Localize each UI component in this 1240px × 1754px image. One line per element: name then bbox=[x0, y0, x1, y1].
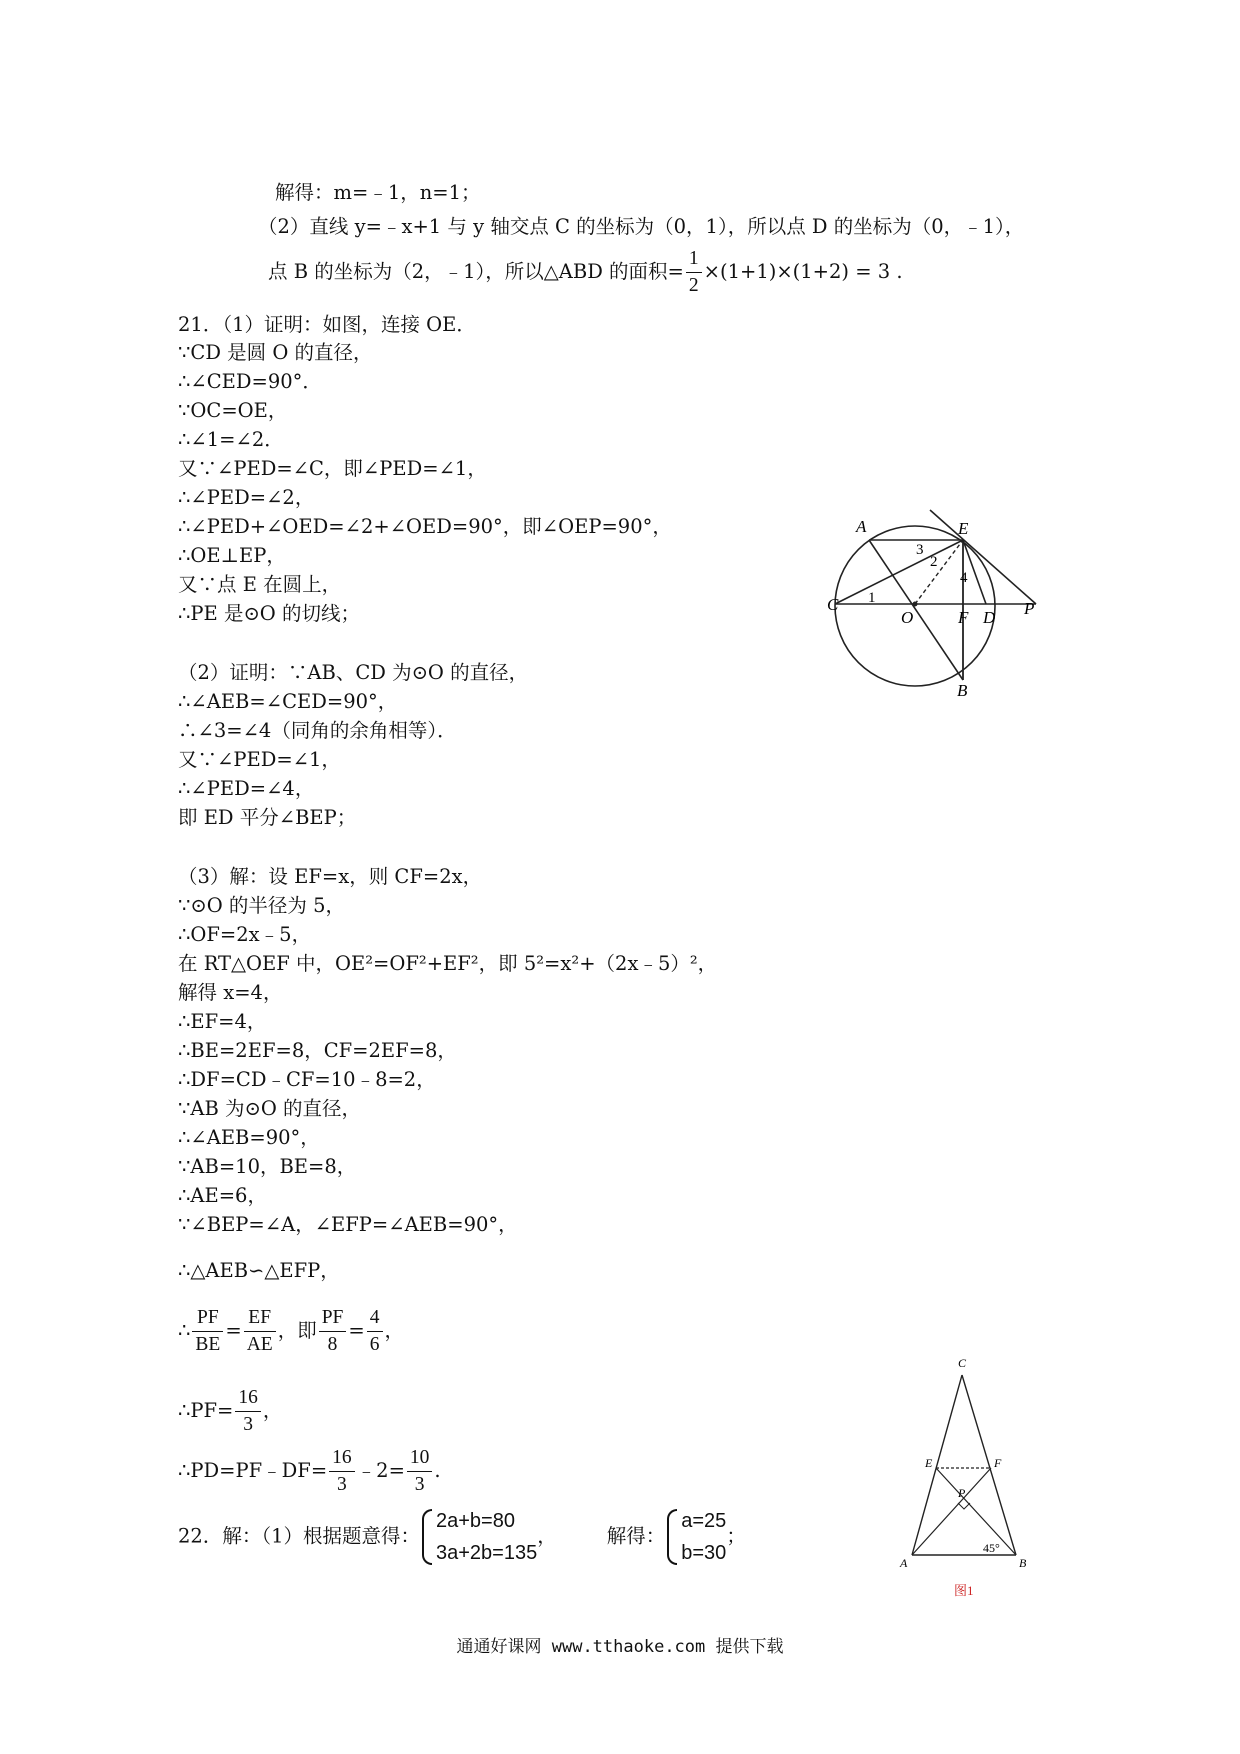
text-line: 即 ED 平分∠BEP； bbox=[178, 806, 357, 829]
text-segment: 22．解：（1）根据题意得： bbox=[178, 1524, 420, 1548]
equation-system bbox=[420, 1505, 537, 1569]
fraction-numerator: 10 bbox=[407, 1445, 433, 1472]
q22-line bbox=[178, 1505, 746, 1569]
circle-tangent-figure bbox=[800, 500, 1070, 700]
text-line: ∴OF=2x﹣5， bbox=[178, 923, 312, 946]
text-line: （2）证明：∵AB、CD 为⊙O 的直径， bbox=[178, 661, 529, 684]
text-line: ∴OE⊥EP， bbox=[178, 544, 286, 567]
label-b: B bbox=[957, 681, 968, 700]
label-e: E bbox=[925, 1456, 933, 1470]
line-ab bbox=[869, 540, 963, 680]
text-segment: ，即 bbox=[277, 1319, 317, 1342]
text-line: ∴EF=4， bbox=[178, 1010, 267, 1033]
fraction bbox=[367, 1305, 383, 1358]
angle-label-4: 4 bbox=[960, 570, 968, 586]
text-line: 又∵点 E 在圆上， bbox=[178, 573, 342, 596]
label-a: A bbox=[856, 517, 867, 536]
text-line: ∴∠CED=90°． bbox=[178, 370, 322, 393]
label-f: F bbox=[994, 1456, 1002, 1470]
text-line: （2）直线 y=﹣x+1 与 y 轴交点 C 的坐标为（0，1），所以点 D 的坐标为（0，﹣1）， bbox=[258, 215, 1025, 238]
fraction bbox=[686, 246, 702, 299]
fraction-numerator: 16 bbox=[329, 1445, 355, 1472]
label-b: B bbox=[1019, 1556, 1027, 1570]
text-segment: 点 B 的坐标为（2，﹣1），所以△ABD 的面积= bbox=[268, 260, 684, 283]
center-dot bbox=[913, 602, 918, 607]
angle-45: 45° bbox=[983, 1541, 1000, 1555]
text-line: 又∵∠PED=∠C，即∠PED=∠1， bbox=[178, 457, 487, 480]
text-segment: 解得： bbox=[606, 1524, 666, 1548]
equation: 3a+2b=135 bbox=[435, 1542, 538, 1564]
text-line: ∴DF=CD﹣CF=10﹣8=2， bbox=[178, 1068, 436, 1091]
fraction-denominator: AE bbox=[246, 1334, 273, 1355]
text-segment: = bbox=[225, 1319, 242, 1342]
fraction-denominator: 2 bbox=[688, 275, 699, 296]
tangent-line-pe bbox=[930, 510, 1036, 604]
text-segment: ﹣2= bbox=[356, 1459, 405, 1482]
fraction-numerator: EF bbox=[244, 1305, 276, 1332]
label-f: F bbox=[958, 608, 969, 627]
text-line: ∵OC=OE， bbox=[178, 399, 288, 422]
fraction bbox=[192, 1305, 223, 1358]
side-cb bbox=[962, 1375, 1016, 1555]
text-line: ∴∠PED=∠4， bbox=[178, 777, 315, 800]
text-segment: ， bbox=[262, 1399, 283, 1422]
fraction-denominator: 3 bbox=[243, 1414, 254, 1435]
equation: b=30 bbox=[681, 1542, 727, 1564]
text-line: 又∵∠PED=∠1， bbox=[178, 748, 341, 771]
label-e: E bbox=[958, 519, 969, 538]
fraction-numerator: PF bbox=[192, 1305, 223, 1332]
fraction bbox=[244, 1305, 276, 1358]
page-footer: 通通好课网 www.tthaoke.com 提供下载 bbox=[456, 1637, 784, 1657]
equation: 2a+b=80 bbox=[435, 1510, 515, 1532]
text-segment: ∴ bbox=[178, 1319, 191, 1342]
angle-label-1: 1 bbox=[868, 590, 876, 606]
label-o: O bbox=[901, 608, 914, 627]
text-segment: ∴PD=PF﹣DF= bbox=[178, 1459, 328, 1482]
triangle-figure bbox=[870, 1355, 1050, 1600]
fraction-denominator: 8 bbox=[327, 1334, 338, 1355]
angle-label-3: 3 bbox=[916, 542, 924, 558]
text-segment: = bbox=[348, 1319, 365, 1342]
text-line: ∴PE 是⊙O 的切线； bbox=[178, 602, 360, 625]
text-line: ∴∠1=∠2． bbox=[178, 428, 284, 451]
angle-label-2: 2 bbox=[930, 554, 938, 570]
fraction bbox=[407, 1445, 433, 1498]
text-segment: . bbox=[434, 1459, 441, 1482]
text-line: ∴∠3=∠4（同角的余角相等）． bbox=[178, 719, 457, 742]
text-line: 解得 x=4， bbox=[178, 981, 283, 1004]
fraction bbox=[235, 1385, 261, 1438]
pf-line bbox=[178, 1385, 282, 1438]
fraction-denominator: BE bbox=[195, 1334, 221, 1355]
fraction-numerator: 4 bbox=[367, 1305, 383, 1332]
line-be bbox=[936, 1468, 1016, 1555]
fraction bbox=[329, 1445, 355, 1498]
text-line: ∵⊙O 的半径为 5， bbox=[178, 894, 346, 917]
fraction-numerator: 16 bbox=[235, 1385, 261, 1412]
text-segment: ， bbox=[537, 1524, 557, 1548]
text-line: 21．（1）证明：如图，连接 OE． bbox=[178, 313, 476, 336]
text-line: ∴AE=6， bbox=[178, 1184, 267, 1207]
ratio-line bbox=[178, 1305, 404, 1358]
figure-caption: 图1 bbox=[954, 1583, 974, 1598]
text-segment: ×(1+1)×(1+2) = 3 . bbox=[703, 260, 903, 283]
label-p: P bbox=[1024, 599, 1035, 618]
label-c: C bbox=[827, 595, 839, 614]
fraction-denominator: 3 bbox=[414, 1474, 425, 1495]
text-line: ∵CD 是圆 O 的直径， bbox=[178, 341, 373, 364]
label-p: P bbox=[958, 1486, 966, 1500]
text-segment: ， bbox=[384, 1319, 405, 1342]
fraction-numerator: 1 bbox=[686, 246, 702, 273]
text-segment: ； bbox=[726, 1524, 746, 1548]
text-line: ∴△AEB∽△EFP， bbox=[178, 1259, 340, 1282]
text-line: （3）解：设 EF=x，则 CF=2x， bbox=[178, 865, 483, 888]
fraction-denominator: 6 bbox=[369, 1334, 380, 1355]
fraction-denominator: 3 bbox=[337, 1474, 347, 1495]
text-line: ∵AB 为⊙O 的直径， bbox=[178, 1097, 362, 1120]
line-ce bbox=[835, 540, 963, 604]
pd-line bbox=[178, 1445, 441, 1498]
text-line: ∴BE=2EF=8，CF=2EF=8， bbox=[178, 1039, 457, 1062]
text-line: ∵AB=10，BE=8， bbox=[178, 1155, 357, 1178]
area-line bbox=[268, 246, 903, 299]
fraction bbox=[319, 1305, 347, 1358]
text-line: ∵∠BEP=∠A，∠EFP=∠AEB=90°， bbox=[178, 1213, 518, 1236]
label-d: D bbox=[983, 608, 996, 627]
text-line: ∴∠PED=∠2， bbox=[178, 486, 315, 509]
text-line: ∴∠AEB=∠CED=90°， bbox=[178, 690, 398, 713]
text-line: 解得：m=﹣1，n=1； bbox=[275, 181, 481, 204]
label-c: C bbox=[958, 1356, 967, 1370]
text-line: ∴∠PED+∠OED=∠2+∠OED=90°，即∠OEP=90°， bbox=[178, 515, 672, 538]
text-segment: ∴PF= bbox=[178, 1399, 234, 1422]
fraction-numerator: PF bbox=[319, 1305, 347, 1332]
text-line: ∴∠AEB=90°， bbox=[178, 1126, 320, 1149]
text-line: 在 RT△OEF 中，OE²=OF²+EF²，即 5²=x²+（2x﹣5）²， bbox=[178, 952, 718, 975]
solution-system bbox=[665, 1505, 726, 1569]
equation: a=25 bbox=[681, 1510, 727, 1532]
label-a: A bbox=[900, 1556, 908, 1570]
